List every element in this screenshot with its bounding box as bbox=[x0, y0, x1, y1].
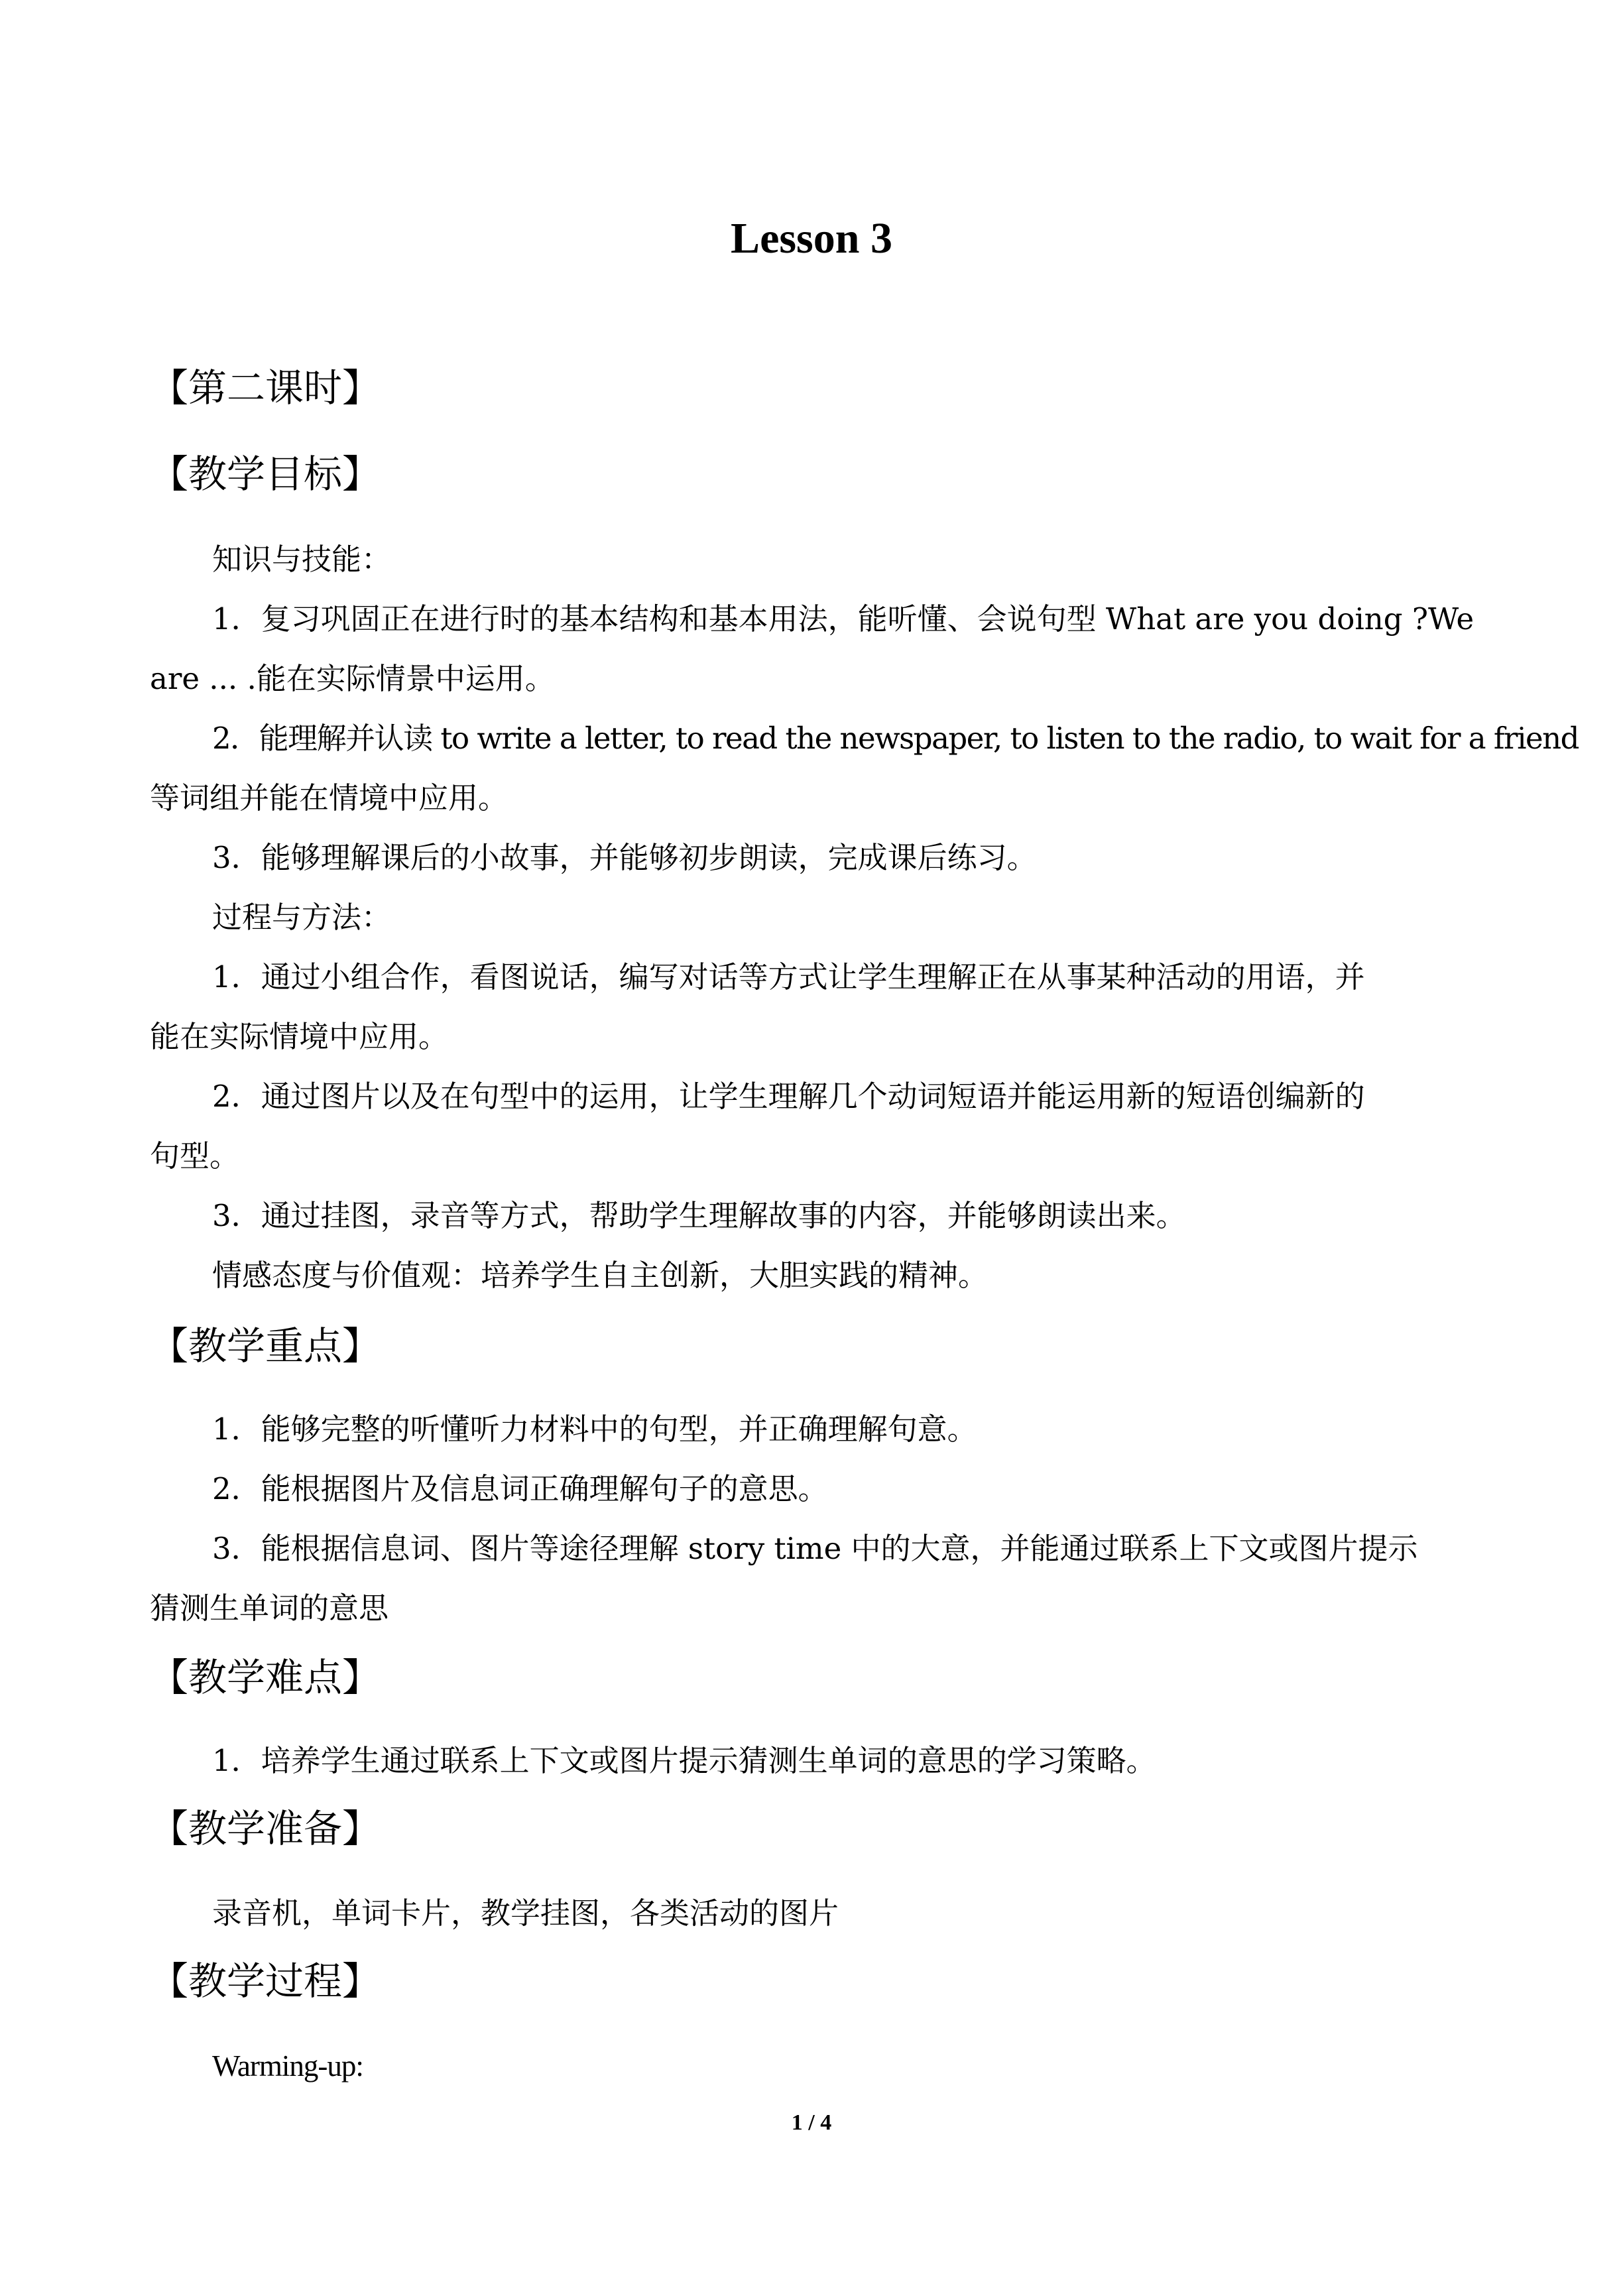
objectives-p1-line1: 1．通过小组合作，看图说话，编写对话等方式让学生理解正在从事某种活动的用语，并 bbox=[212, 959, 1365, 995]
objectives-p3: 3．通过挂图，录音等方式，帮助学生理解故事的内容，并能够朗读出来。 bbox=[212, 1198, 1186, 1233]
heading-key-points: 【教学重点】 bbox=[150, 1323, 381, 1368]
objectives-k1-line2: are ... .能在实际情景中运用。 bbox=[150, 661, 555, 696]
objectives-p1-line2: 能在实际情境中应用。 bbox=[150, 1019, 449, 1054]
document-title: Lesson 3 bbox=[731, 214, 892, 263]
key-points-k3-line1: 3．能根据信息词、图片等途径理解 story time 中的大意，并能通过联系上下文或图片提示 bbox=[212, 1531, 1418, 1566]
objectives-k1-line1: 1．复习巩固正在进行时的基本结构和基本用法，能听懂、会说句型 What are you doing ?We bbox=[212, 601, 1474, 636]
objectives-k2-line1: 2．能理解并认读 to write a letter, to read the newspaper, to listen to the radio, to wait for a friend bbox=[212, 721, 1579, 756]
page-number: 1 / 4 bbox=[791, 2110, 832, 2135]
process-warming-up: Warming-up: bbox=[212, 2049, 363, 2083]
heading-lesson-period: 【第二课时】 bbox=[150, 365, 381, 410]
heading-difficulties: 【教学难点】 bbox=[150, 1655, 381, 1700]
key-points-k1: 1．能够完整的听懂听力材料中的句型，并正确理解句意。 bbox=[212, 1412, 977, 1447]
objectives-p2-line1: 2．通过图片以及在句型中的运用，让学生理解几个动词短语并能运用新的短语创编新的 bbox=[212, 1079, 1365, 1114]
objectives-knowledge-label: 知识与技能： bbox=[212, 542, 392, 577]
preparation-items: 录音机，单词卡片，教学挂图，各类活动的图片 bbox=[212, 1896, 839, 1931]
heading-objectives: 【教学目标】 bbox=[150, 452, 381, 497]
objectives-k3: 3．能够理解课后的小故事，并能够初步朗读，完成课后练习。 bbox=[212, 840, 1037, 875]
difficulties-d1: 1．培养学生通过联系上下文或图片提示猜测生单词的意思的学习策略。 bbox=[212, 1743, 1156, 1778]
objectives-p2-line2: 句型。 bbox=[150, 1138, 240, 1174]
objectives-k2-line2: 等词组并能在情境中应用。 bbox=[150, 780, 509, 816]
heading-process: 【教学过程】 bbox=[150, 1959, 381, 2004]
key-points-k2: 2．能根据图片及信息词正确理解句子的意思。 bbox=[212, 1471, 828, 1506]
objectives-attitude: 情感态度与价值观：培养学生自主创新，大胆实践的精神。 bbox=[212, 1258, 989, 1293]
objectives-process-label: 过程与方法： bbox=[212, 900, 392, 935]
key-points-k3-line2: 猜测生单词的意思 bbox=[150, 1591, 389, 1626]
heading-preparation: 【教学准备】 bbox=[150, 1806, 381, 1851]
